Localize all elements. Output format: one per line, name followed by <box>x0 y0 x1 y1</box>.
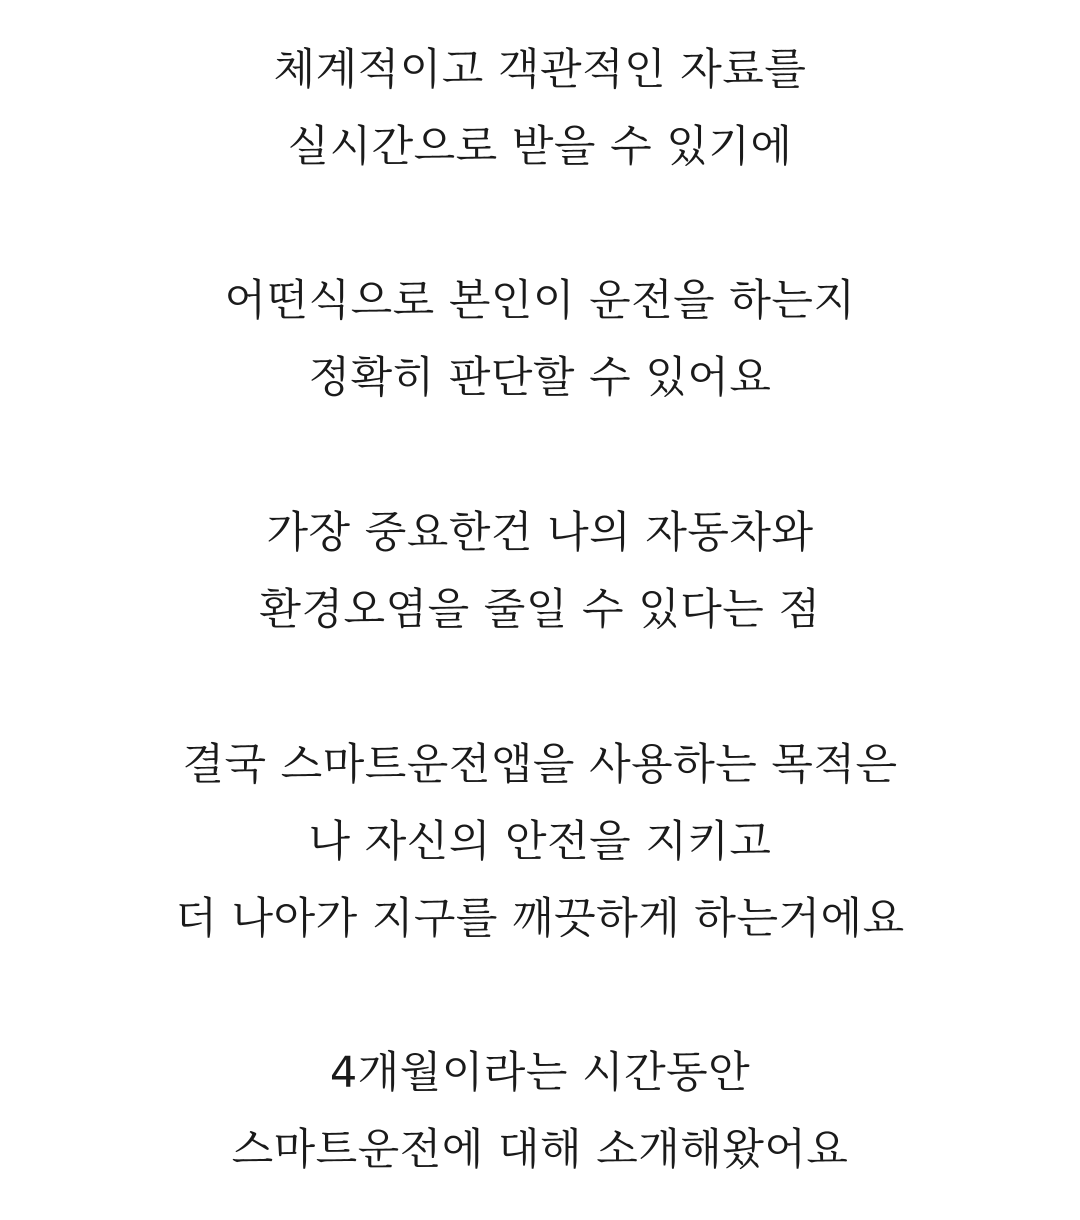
text-line: 정확히 판단할 수 있어요 <box>308 353 772 403</box>
text-line: 스마트운전에 대해 소개해왔어요 <box>231 1125 849 1175</box>
text-line: 나 자신의 안전을 지키고 <box>308 817 772 867</box>
text-line: 어떤식으로 본인이 운전을 하는지 <box>224 276 856 326</box>
text-line: 가장 중요한건 나의 자동차와 <box>266 508 814 558</box>
text-line: 4개월이라는 시간동안 <box>329 1048 751 1098</box>
text-line: 더 나아가 지구를 깨끗하게 하는거에요 <box>175 894 905 944</box>
text-line: 환경오염을 줄일 수 있다는 점 <box>259 585 821 635</box>
text-line: 결국 스마트운전앱을 사용하는 목적은 <box>182 740 898 790</box>
text-line: 체계적이고 객관적인 자료를 <box>273 45 807 95</box>
text-line: 실시간으로 받을 수 있기에 <box>287 122 793 172</box>
